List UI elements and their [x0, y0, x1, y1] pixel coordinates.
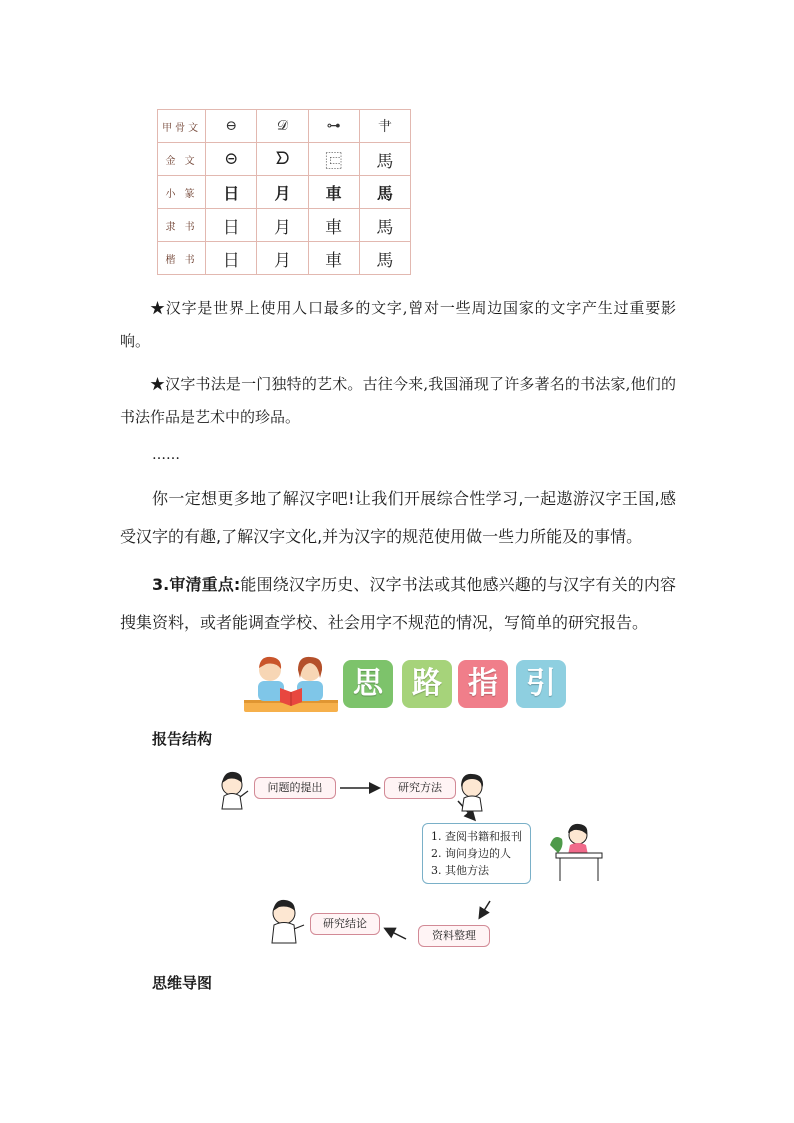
guide-banner [244, 652, 568, 712]
girl-at-desk-icon [550, 824, 602, 881]
banner-char: 思 [353, 666, 383, 701]
table-row [158, 110, 411, 143]
key-points-text: 能围绕汉字历史、汉字书法或其他感兴趣的与汉字有关的内容搜集资料，或者能调查学校、社会用字不规范的情况，写简单的研究报告。 [120, 575, 676, 632]
glyph-cell: 車 [308, 209, 359, 242]
research-methods-list [422, 823, 531, 884]
glyph-cell: ⊖ [206, 110, 257, 143]
glyph-cell: ᗤ [257, 143, 308, 176]
glyph-cell: ⿷ [308, 143, 359, 176]
report-structure-diagram [218, 763, 610, 955]
section-title-report-structure: 报告结构 [152, 730, 213, 748]
paragraph-key-points [120, 566, 676, 642]
glyph-cell: 車 [308, 176, 359, 209]
table-row [158, 143, 411, 176]
row-label: 金 文 [158, 143, 206, 176]
glyph-cell: 日 [206, 176, 257, 209]
method-item: 1. 查阅书籍和报刊 [431, 830, 522, 843]
glyph-cell: 𝒟 [257, 110, 308, 143]
glyph-cell: ⊝ [206, 143, 257, 176]
glyph-cell: 日 [206, 209, 257, 242]
ellipsis: …… [152, 447, 180, 463]
row-label: 隶 书 [158, 209, 206, 242]
banner-char: 引 [526, 666, 556, 701]
banner-char: 路 [412, 666, 442, 701]
method-item: 2. 询问身边的人 [431, 847, 511, 860]
students-reading-illustration [244, 652, 338, 712]
row-label: 甲骨文 [158, 110, 206, 143]
script-evolution-table [157, 109, 411, 275]
girl-avatar-icon [461, 774, 483, 811]
banner-tile [516, 660, 566, 708]
glyph-cell: ⊶ [308, 110, 359, 143]
section-title-mind-map: 思维导图 [152, 974, 213, 992]
glyph-cell: 月 [257, 209, 308, 242]
method-item: 3. 其他方法 [431, 864, 489, 877]
step-data-organizing: 资料整理 [418, 925, 490, 947]
banner-tile [458, 660, 508, 708]
table-row [158, 209, 411, 242]
paragraph-calligraphy: ★汉字书法是一门独特的艺术。古往今来,我国涌现了许多著名的书法家,他们的书法作品是艺术中的珍品。 [120, 375, 676, 426]
boy-avatar-icon [222, 772, 248, 809]
glyph-cell: 月 [257, 242, 308, 275]
paragraph-invitation: 你一定想更多地了解汉字吧!让我们开展综合性学习,一起遨游汉字王国,感受汉字的有趣,了解汉字文化,并为汉字的规范使用做一些力所能及的事情。 [120, 489, 676, 546]
banner-tile [402, 660, 452, 708]
row-label: 小 篆 [158, 176, 206, 209]
glyph-cell: ⺺ [359, 110, 410, 143]
table-row [158, 176, 411, 209]
glyph-cell: 月 [257, 176, 308, 209]
glyph-cell: 馬 [359, 176, 410, 209]
paragraph-world-usage: ★汉字是世界上使用人口最多的文字,曾对一些周边国家的文字产生过重要影响。 [120, 299, 676, 350]
glyph-cell: 馬 [359, 242, 410, 275]
glyph-cell: 車 [308, 242, 359, 275]
boy-presenting-icon [272, 900, 304, 943]
glyph-cell: 日 [206, 242, 257, 275]
banner-char: 指 [468, 666, 498, 701]
key-points-lead: 3.审清重点: [152, 575, 241, 594]
step-research-methods: 研究方法 [384, 777, 456, 799]
step-problem-statement: 问题的提出 [254, 777, 336, 799]
table-row [158, 242, 411, 275]
glyph-cell: 馬 [359, 209, 410, 242]
glyph-cell: ⾺ [359, 143, 410, 176]
step-research-conclusion: 研究结论 [310, 913, 380, 935]
banner-tile [343, 660, 393, 708]
row-label: 楷 书 [158, 242, 206, 275]
